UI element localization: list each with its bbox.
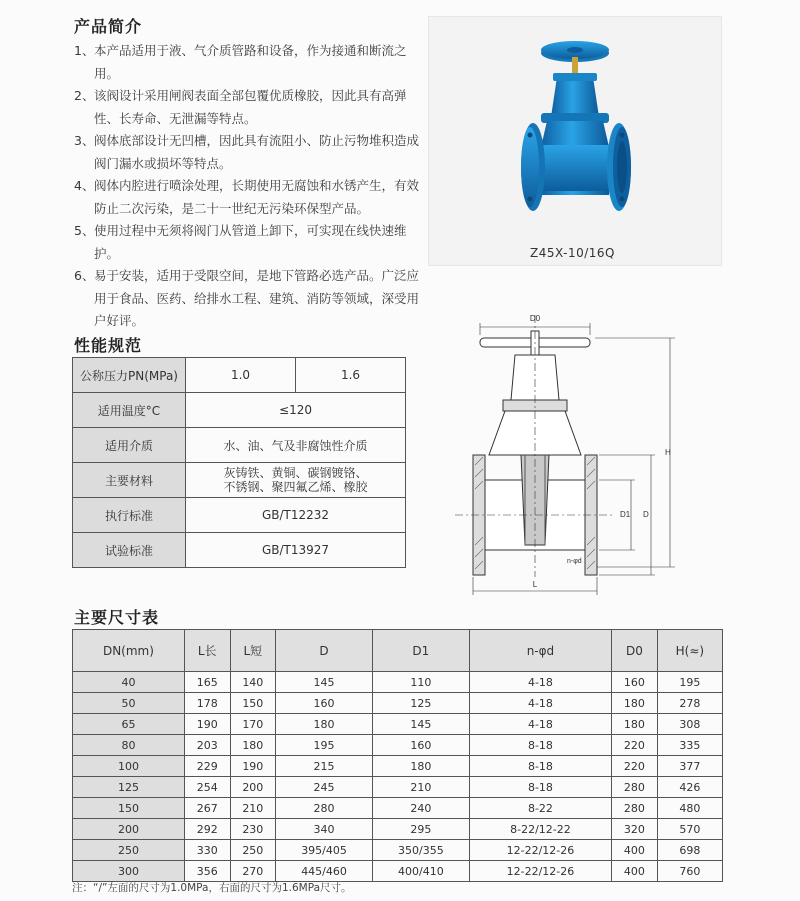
- table-cell: 180: [276, 714, 373, 735]
- table-cell: 8-18: [469, 756, 611, 777]
- table-cell: 12-22/12-26: [469, 861, 611, 882]
- table-cell: 400/410: [372, 861, 469, 882]
- table-cell: 570: [657, 819, 722, 840]
- table-cell: 178: [184, 693, 230, 714]
- list-item: 2、 该阀设计采用闸阀表面全部包覆优质橡胶，因此具有高弹性、长寿命、无泄漏等特点。: [74, 88, 407, 126]
- table-cell: 145: [276, 672, 373, 693]
- table-cell: 356: [184, 861, 230, 882]
- table-cell: 150: [73, 798, 185, 819]
- table-row: [73, 714, 723, 735]
- table-cell: 180: [372, 756, 469, 777]
- table-cell: 308: [657, 714, 722, 735]
- table-cell: 350/355: [372, 840, 469, 861]
- technical-drawing: [455, 305, 685, 605]
- table-cell: 245: [276, 777, 373, 798]
- table-cell: 320: [612, 819, 658, 840]
- table-cell: 190: [230, 756, 276, 777]
- table-row: [73, 861, 723, 882]
- spec-title: 性能规范: [74, 336, 143, 355]
- dims-title: 主要尺寸表: [74, 608, 160, 627]
- list-item: 3、 阀体底部设计无凹槽，因此具有流阻小、防止污物堆积造成阀门漏水或损坏等特点。: [74, 133, 420, 171]
- product-photo: [428, 16, 722, 266]
- table-cell: 698: [657, 840, 722, 861]
- table-cell: 50: [73, 693, 185, 714]
- table-cell: 210: [230, 798, 276, 819]
- table-cell: 8-18: [469, 735, 611, 756]
- table-cell: 180: [612, 714, 658, 735]
- table-cell: 40: [73, 672, 185, 693]
- table-cell: 180: [230, 735, 276, 756]
- table-cell: 280: [276, 798, 373, 819]
- table-cell: 65: [73, 714, 185, 735]
- table-cell: 480: [657, 798, 722, 819]
- dimensions-table: [72, 629, 723, 882]
- table-row: [73, 840, 723, 861]
- table-cell: 190: [184, 714, 230, 735]
- table-cell: 215: [276, 756, 373, 777]
- table-row: 适用介质 水、油、气及非腐蚀性介质: [73, 428, 406, 463]
- table-cell: 295: [372, 819, 469, 840]
- table-cell: 267: [184, 798, 230, 819]
- table-cell: 292: [184, 819, 230, 840]
- table-row: [73, 819, 723, 840]
- table-cell: 4-18: [469, 693, 611, 714]
- table-cell: 278: [657, 693, 722, 714]
- table-cell: 395/405: [276, 840, 373, 861]
- drawing-label-d1: D1: [620, 510, 631, 519]
- table-cell: 250: [73, 840, 185, 861]
- table-row: [73, 756, 723, 777]
- drawing-label-h: H: [665, 448, 671, 457]
- drawing-label-nd: n-φd: [567, 558, 582, 565]
- table-row: [73, 672, 723, 693]
- table-cell: 280: [612, 798, 658, 819]
- table-cell: 8-22: [469, 798, 611, 819]
- table-cell: 400: [612, 861, 658, 882]
- table-row: [73, 735, 723, 756]
- table-row: 公称压力PN(MPa) 1.0 1.6: [73, 358, 406, 393]
- table-row: 适用温度°C ≤120: [73, 393, 406, 428]
- table-cell: 4-18: [469, 672, 611, 693]
- table-cell: 426: [657, 777, 722, 798]
- table-cell: 377: [657, 756, 722, 777]
- table-cell: 170: [230, 714, 276, 735]
- table-cell: 195: [276, 735, 373, 756]
- drawing-label-d0: D0: [529, 314, 541, 323]
- table-header-row: DN(mm) L长 L短 D D1 n-φd D0 H(≈): [73, 630, 723, 672]
- table-cell: 445/460: [276, 861, 373, 882]
- table-cell: 195: [657, 672, 722, 693]
- table-cell: 4-18: [469, 714, 611, 735]
- table-cell: 180: [612, 693, 658, 714]
- table-cell: 200: [230, 777, 276, 798]
- table-row: [73, 777, 723, 798]
- table-row: [73, 798, 723, 819]
- table-cell: 250: [230, 840, 276, 861]
- table-cell: 145: [372, 714, 469, 735]
- table-cell: 220: [612, 735, 658, 756]
- table-row: 执行标准 GB/T12232: [73, 498, 406, 533]
- table-cell: 240: [372, 798, 469, 819]
- spec-table: [72, 357, 406, 568]
- table-row: [73, 693, 723, 714]
- table-row: 主要材料 灰铸铁、黄铜、碳钢镀铬、 不锈钢、聚四氟乙烯、橡胶: [73, 463, 406, 498]
- table-cell: 220: [612, 756, 658, 777]
- list-item: 5、 使用过程中无须将阀门从管道上卸下，可实现在线快速维护。: [74, 223, 407, 261]
- table-cell: 110: [372, 672, 469, 693]
- table-cell: 280: [612, 777, 658, 798]
- table-row: 试验标准 GB/T13927: [73, 533, 406, 568]
- table-cell: 200: [73, 819, 185, 840]
- drawing-label-d: D: [643, 510, 649, 519]
- table-cell: 760: [657, 861, 722, 882]
- table-cell: 80: [73, 735, 185, 756]
- table-cell: 150: [230, 693, 276, 714]
- table-cell: 300: [73, 861, 185, 882]
- table-cell: 125: [73, 777, 185, 798]
- table-cell: 254: [184, 777, 230, 798]
- table-cell: 8-22/12-22: [469, 819, 611, 840]
- drawing-label-l: L: [532, 580, 538, 589]
- table-cell: 203: [184, 735, 230, 756]
- table-cell: 210: [372, 777, 469, 798]
- intro-title: 产品简介: [74, 17, 143, 36]
- table-cell: 230: [230, 819, 276, 840]
- table-cell: 140: [230, 672, 276, 693]
- list-item: 4、 阀体内腔进行喷涂处理，长期使用无腐蚀和水锈产生，有效防止二次污染，是二十一世纪无污染环保型产品。: [74, 178, 420, 216]
- intro-list: [74, 40, 424, 333]
- table-cell: 330: [184, 840, 230, 861]
- table-cell: 125: [372, 693, 469, 714]
- table-cell: 12-22/12-26: [469, 840, 611, 861]
- gate-valve-illustration: [429, 17, 721, 265]
- table-cell: 229: [184, 756, 230, 777]
- list-item: 6、 易于安装，适用于受限空间，是地下管路必选产品。广泛应用于食品、医药、给排水工程、建筑、消防等领域，深受用户好评。: [74, 268, 420, 328]
- table-cell: 335: [657, 735, 722, 756]
- table-cell: 400: [612, 840, 658, 861]
- footnote: 注：“/”左面的尺寸为1.0MPa，右面的尺寸为1.6MPa尺寸。: [72, 882, 352, 894]
- table-cell: 165: [184, 672, 230, 693]
- list-item: 1、 本产品适用于液、气介质管路和设备，作为接通和断流之用。: [74, 43, 407, 81]
- table-cell: 160: [372, 735, 469, 756]
- table-cell: 340: [276, 819, 373, 840]
- table-cell: 160: [612, 672, 658, 693]
- table-cell: 270: [230, 861, 276, 882]
- table-cell: 160: [276, 693, 373, 714]
- product-model: Z45X-10/16Q: [530, 246, 615, 260]
- table-cell: 100: [73, 756, 185, 777]
- table-cell: 8-18: [469, 777, 611, 798]
